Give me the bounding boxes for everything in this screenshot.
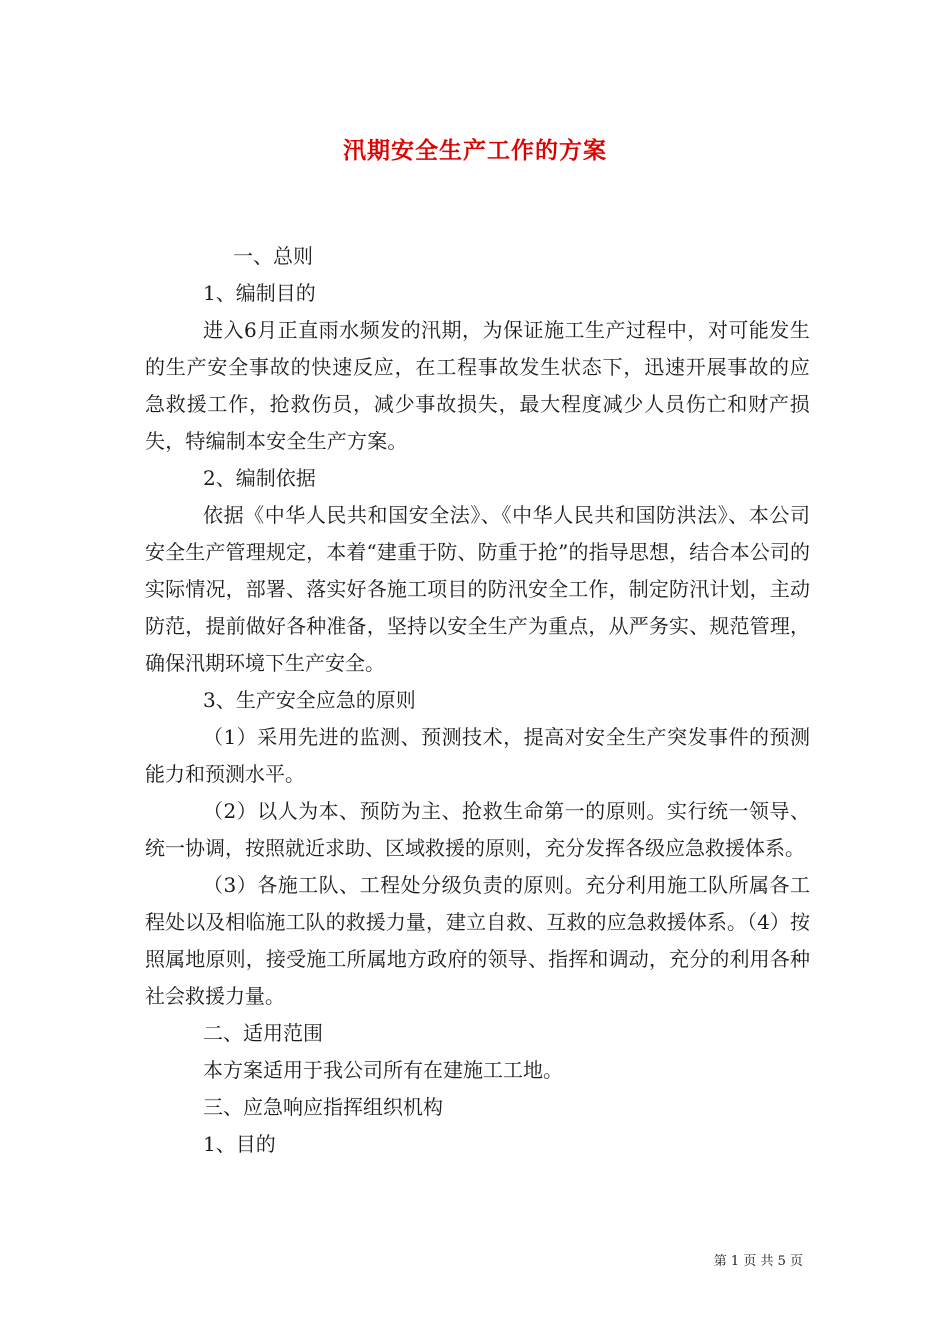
subheading-basis: 2、编制依据 (203, 466, 316, 490)
subheading-principles: 3、生产安全应急的原则 (203, 688, 416, 712)
section-heading-organization: 三、应急响应指挥组织机构 (203, 1095, 443, 1119)
section-heading-scope: 二、适用范围 (203, 1021, 323, 1045)
principle-2: （2）以人为本、预防为主、抢救生命第一的原则。实行统一领导、统一协调，按照就近求助、区域救援的原则，充分发挥各级应急救援体系。 (145, 799, 810, 860)
page-footer: 第 1 页 共 5 页 (713, 1254, 803, 1269)
subheading-purpose: 1、编制目的 (203, 281, 316, 305)
subheading-objective: 1、目的 (203, 1132, 276, 1156)
paragraph-purpose: 进入6月正直雨水频发的汛期，为保证施工生产过程中，对可能发生的生产安全事故的快速反应，在工程事故发生状态下，迅速开展事故的应急救援工作，抢救伤员，减少事故损失，最大程度减少人员伤亡和财产损失，特编制本安全生产方案。 (145, 318, 810, 453)
document-body (145, 238, 810, 1163)
paragraph-scope: 本方案适用于我公司所有在建施工工地。 (203, 1058, 563, 1082)
section-heading-general: 一、总则 (233, 244, 313, 268)
paragraph-basis: 依据《中华人民共和国安全法》、《中华人民共和国防洪法》、本公司安全生产管理规定，本着“建重于防、防重于抢”的指导思想，结合本公司的实际情况，部署、落实好各施工项目的防汛安全工作，制定防汛计划，主动防范，提前做好各种准备，坚持以安全生产为重点，从严务实、规范管理，确保汛期环境下生产安全。 (145, 503, 810, 675)
principle-1: （1）采用先进的监测、预测技术，提高对安全生产突发事件的预测能力和预测水平。 (145, 725, 810, 786)
principle-3-4: （3）各施工队、工程处分级负责的原则。充分利用施工队所属各工程处以及相临施工队的救援力量，建立自救、互救的应急救援体系。（4）按照属地原则，接受施工所属地方政府的领导、指挥和调动，充分的利用各种社会救援力量。 (145, 873, 810, 1008)
document-title: 汛期安全生产工作的方案 (343, 137, 607, 164)
